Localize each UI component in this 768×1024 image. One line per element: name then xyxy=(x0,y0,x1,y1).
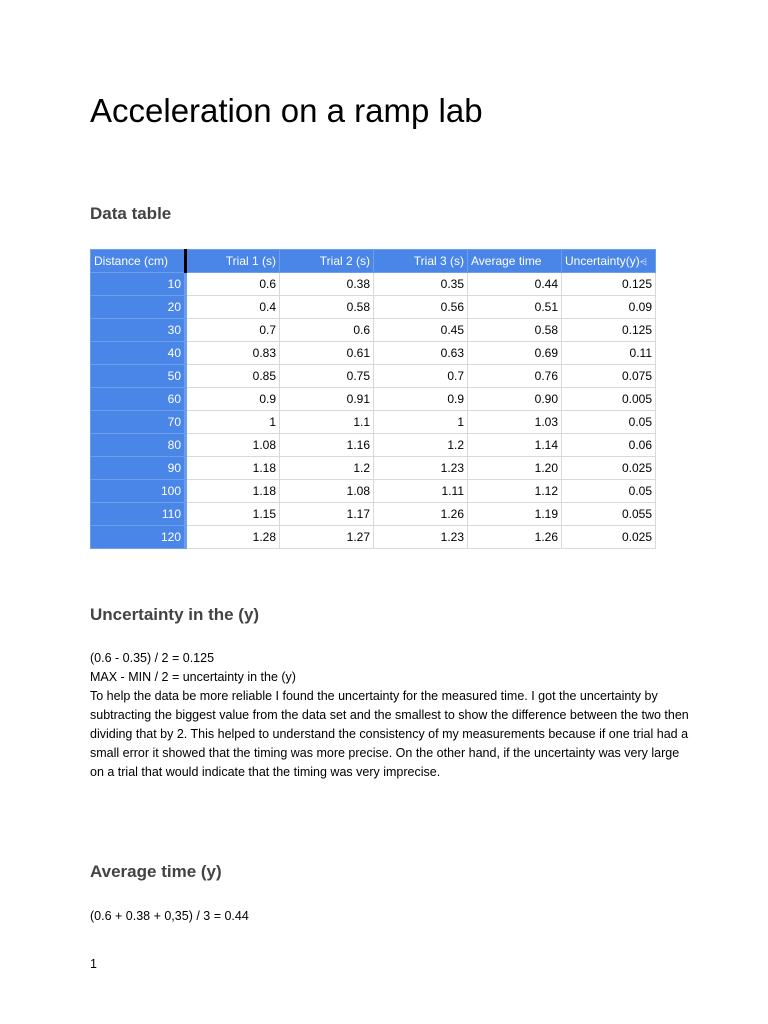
cell-average-time: 0.69 xyxy=(468,342,562,365)
cell-trial-2: 1.2 xyxy=(280,457,374,480)
cell-trial-3: 1 xyxy=(374,411,468,434)
table-row xyxy=(91,503,656,526)
cell-average-time: 0.51 xyxy=(468,296,562,319)
cell-uncertainty: 0.09 xyxy=(562,296,656,319)
cell-uncertainty: 0.025 xyxy=(562,457,656,480)
cell-trial-1: 1 xyxy=(186,411,280,434)
table-row xyxy=(91,434,656,457)
cell-trial-2: 0.75 xyxy=(280,365,374,388)
cell-trial-1: 1.18 xyxy=(186,457,280,480)
header-average-time: Average time xyxy=(468,250,562,273)
cell-trial-2: 0.58 xyxy=(280,296,374,319)
cell-average-time: 1.19 xyxy=(468,503,562,526)
cell-distance: 80 xyxy=(91,434,186,457)
table-row xyxy=(91,526,656,549)
cell-uncertainty: 0.005 xyxy=(562,388,656,411)
uncertainty-heading: Uncertainty in the (y) xyxy=(90,605,260,624)
cell-average-time: 1.03 xyxy=(468,411,562,434)
cell-trial-1: 1.18 xyxy=(186,480,280,503)
cell-trial-2: 1.1 xyxy=(280,411,374,434)
cell-trial-3: 1.26 xyxy=(374,503,468,526)
cell-trial-2: 0.6 xyxy=(280,319,374,342)
uncertainty-explanation: To help the data be more reliable I found the uncertainty for the measured time. I got the uncertainty by subtracting the biggest value from the data set and the smallest to show the difference between the two then dividing that by 2. This helped to understand the consistency of my measurements because if one trial had a small error it showed that the timing was more precise. On the other hand, if the uncertainty was very large on a trial that would indicate that the timing was very imprecise. xyxy=(90,689,689,779)
cell-trial-1: 0.85 xyxy=(186,365,280,388)
header-uncertainty-label: Uncertainty(y) xyxy=(565,254,640,268)
cell-trial-3: 1.11 xyxy=(374,480,468,503)
cell-average-time: 0.58 xyxy=(468,319,562,342)
cell-trial-3: 0.56 xyxy=(374,296,468,319)
data-table xyxy=(90,249,656,549)
table-header-row xyxy=(91,250,656,273)
cell-trial-3: 0.63 xyxy=(374,342,468,365)
cell-distance: 30 xyxy=(91,319,186,342)
page-title: Acceleration on a ramp lab xyxy=(90,92,483,129)
cell-average-time: 0.76 xyxy=(468,365,562,388)
cell-uncertainty: 0.055 xyxy=(562,503,656,526)
cell-distance: 60 xyxy=(91,388,186,411)
cell-uncertainty: 0.125 xyxy=(562,273,656,296)
table-body xyxy=(91,273,656,549)
cell-uncertainty: 0.075 xyxy=(562,365,656,388)
data-table-heading: Data table xyxy=(90,204,172,223)
cell-distance: 20 xyxy=(91,296,186,319)
cell-trial-3: 1.23 xyxy=(374,457,468,480)
cell-trial-1: 1.15 xyxy=(186,503,280,526)
cell-average-time: 1.12 xyxy=(468,480,562,503)
cell-trial-3: 0.9 xyxy=(374,388,468,411)
cell-trial-1: 0.7 xyxy=(186,319,280,342)
table-row xyxy=(91,273,656,296)
table-row xyxy=(91,411,656,434)
cell-average-time: 1.14 xyxy=(468,434,562,457)
header-distance: Distance (cm) xyxy=(91,250,186,273)
cell-trial-3: 1.23 xyxy=(374,526,468,549)
cell-trial-1: 1.08 xyxy=(186,434,280,457)
header-trial-2: Trial 2 (s) xyxy=(280,250,374,273)
cell-trial-1: 0.6 xyxy=(186,273,280,296)
cell-trial-3: 0.35 xyxy=(374,273,468,296)
header-trial-3: Trial 3 (s) xyxy=(374,250,468,273)
filter-icon: ⩤ xyxy=(639,257,647,267)
cell-distance: 120 xyxy=(91,526,186,549)
uncertainty-formula-example: (0.6 - 0.35) / 2 = 0.125 xyxy=(90,651,215,665)
uncertainty-formula-general: MAX - MIN / 2 = uncertainty in the (y) xyxy=(90,670,296,684)
cell-uncertainty: 0.06 xyxy=(562,434,656,457)
cell-distance: 70 xyxy=(91,411,186,434)
cell-trial-2: 1.08 xyxy=(280,480,374,503)
cell-trial-2: 0.91 xyxy=(280,388,374,411)
header-trial-1: Trial 1 (s) xyxy=(186,250,280,273)
table-row xyxy=(91,296,656,319)
cell-uncertainty: 0.025 xyxy=(562,526,656,549)
cell-trial-1: 0.9 xyxy=(186,388,280,411)
cell-distance: 40 xyxy=(91,342,186,365)
cell-uncertainty: 0.125 xyxy=(562,319,656,342)
cell-trial-3: 0.45 xyxy=(374,319,468,342)
cell-average-time: 1.26 xyxy=(468,526,562,549)
table-row xyxy=(91,319,656,342)
table-row xyxy=(91,480,656,503)
cell-trial-2: 0.61 xyxy=(280,342,374,365)
cell-trial-2: 1.17 xyxy=(280,503,374,526)
table-row xyxy=(91,388,656,411)
table-row xyxy=(91,365,656,388)
header-uncertainty xyxy=(562,250,656,273)
cell-trial-1: 0.4 xyxy=(186,296,280,319)
average-formula-example: (0.6 + 0.38 + 0,35) / 3 = 0.44 xyxy=(90,909,249,923)
average-time-heading: Average time (y) xyxy=(90,862,222,881)
cell-distance: 10 xyxy=(91,273,186,296)
cell-distance: 50 xyxy=(91,365,186,388)
cell-distance: 110 xyxy=(91,503,186,526)
cell-distance: 90 xyxy=(91,457,186,480)
cell-trial-3: 1.2 xyxy=(374,434,468,457)
cell-trial-3: 0.7 xyxy=(374,365,468,388)
cell-average-time: 0.90 xyxy=(468,388,562,411)
cell-uncertainty: 0.11 xyxy=(562,342,656,365)
cell-average-time: 0.44 xyxy=(468,273,562,296)
cell-trial-1: 1.28 xyxy=(186,526,280,549)
cell-trial-2: 1.27 xyxy=(280,526,374,549)
cell-average-time: 1.20 xyxy=(468,457,562,480)
page-number: 1 xyxy=(90,957,97,971)
cell-uncertainty: 0.05 xyxy=(562,411,656,434)
cell-distance: 100 xyxy=(91,480,186,503)
cell-trial-1: 0.83 xyxy=(186,342,280,365)
cell-uncertainty: 0.05 xyxy=(562,480,656,503)
table-row xyxy=(91,342,656,365)
cell-trial-2: 0.38 xyxy=(280,273,374,296)
cell-trial-2: 1.16 xyxy=(280,434,374,457)
table-row xyxy=(91,457,656,480)
